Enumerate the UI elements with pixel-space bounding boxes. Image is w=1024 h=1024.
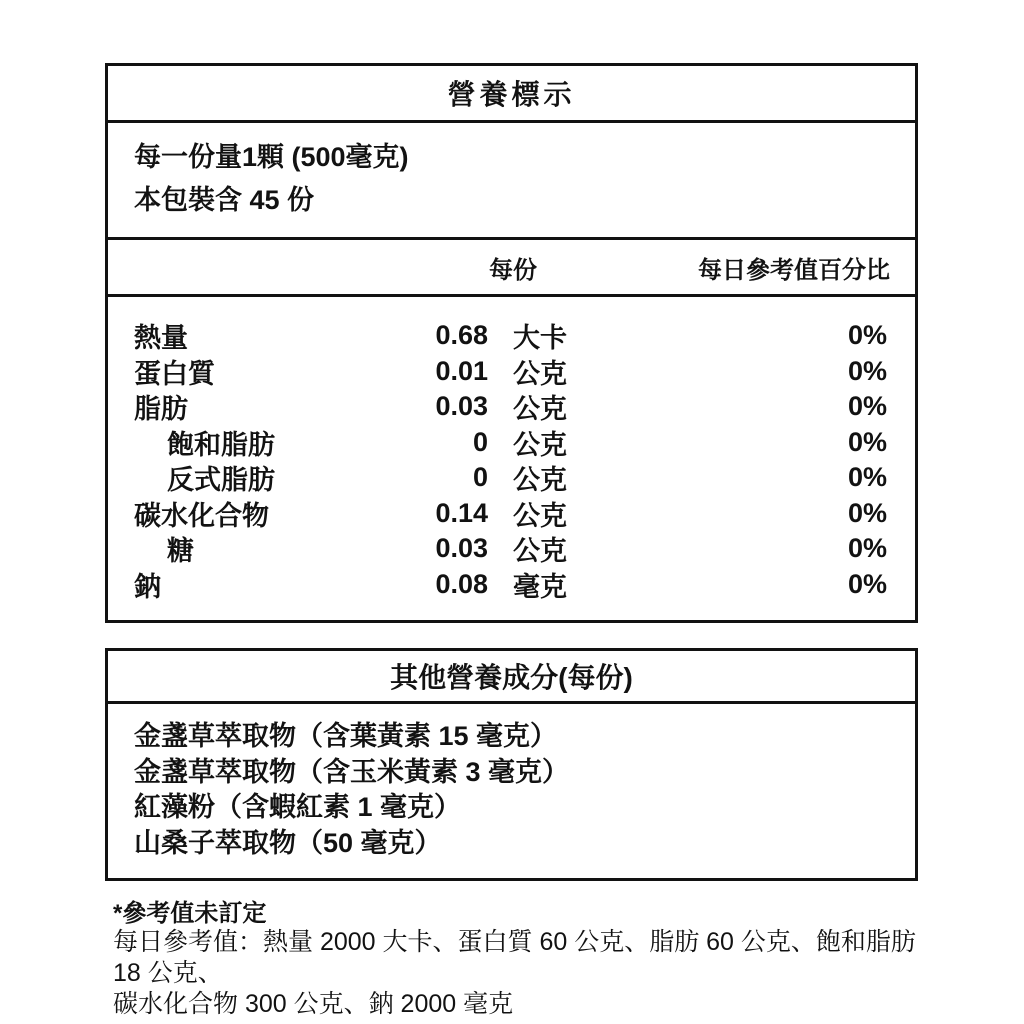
nutrient-rows — [108, 297, 915, 620]
nutrient-value: 0 — [472, 462, 488, 492]
nutrient-unit: 公克 — [513, 536, 567, 566]
nutrient-name: 飽和脂肪 — [167, 429, 275, 460]
other-nutrients-list — [108, 704, 915, 878]
nutrient-dv: 0% — [847, 497, 887, 528]
nutrient-name: 碳水化合物 — [134, 500, 269, 531]
nutrient-name: 熱量 — [134, 323, 188, 353]
other-nutrients-title: 其他營養成分(每份) — [390, 662, 633, 693]
nutrient-unit: 公克 — [513, 465, 567, 495]
nutrient-value: 0.08 — [435, 568, 488, 599]
nutrient-value: 0.01 — [435, 355, 488, 386]
nutrient-dv: 0% — [847, 462, 887, 492]
nutrition-facts-title: 營養標示 — [447, 79, 576, 110]
other-nutrients-box — [105, 648, 918, 881]
nutrient-unit: 公克 — [513, 358, 567, 389]
table-row-sodium — [134, 565, 887, 601]
nutrient-unit: 公克 — [513, 394, 567, 424]
nutrient-name: 蛋白質 — [134, 358, 215, 389]
nutrient-dv: 0% — [847, 533, 887, 563]
list-item: 金盞草萃取物（含玉米黃素 3 毫克） — [134, 756, 570, 787]
nutrient-unit: 毫克 — [513, 571, 567, 602]
daily-reference-line: 每日參考值：熱量 2000 大卡、蛋白質 60 公克、脂肪 60 公克、飽和脂肪 18 公克、 — [113, 928, 916, 987]
per-serving-column-header: 每份 — [489, 256, 537, 284]
nutrient-dv: 0% — [847, 568, 887, 599]
list-item: 山桑子萃取物（50 毫克） — [134, 827, 442, 858]
servings-per-container-line: 本包裝含 45 份 — [134, 185, 315, 215]
nutrient-unit: 公克 — [513, 500, 567, 531]
nutrient-name: 脂肪 — [134, 394, 188, 424]
daily-reference-line: 碳水化合物 300 公克、鈉 2000 毫克 — [113, 990, 514, 1018]
daily-value-column-header: 每日參考值百分比 — [698, 256, 890, 284]
nutrient-value: 0 — [472, 426, 488, 457]
table-row-sugar — [134, 529, 887, 565]
nutrient-name: 反式脂肪 — [167, 465, 275, 495]
nutrition-facts-box — [105, 63, 918, 623]
daily-reference-values — [113, 927, 923, 1020]
nutrient-dv: 0% — [847, 320, 887, 350]
nutrient-name: 糖 — [167, 536, 194, 566]
table-row-calories — [134, 316, 887, 352]
nutrient-dv: 0% — [847, 426, 887, 457]
serving-size-line: 每一份量1顆 (500毫克) — [134, 142, 409, 172]
nutrient-value: 0.14 — [435, 497, 488, 528]
table-row-saturated-fat — [134, 423, 887, 459]
table-row-trans-fat — [134, 458, 887, 494]
table-row-protein — [134, 352, 887, 388]
nutrient-value: 0.68 — [435, 320, 488, 350]
nutrient-value: 0.03 — [435, 533, 488, 563]
reference-footnote: *參考值未訂定 — [113, 900, 267, 927]
table-row-fat — [134, 387, 887, 423]
list-item: 金盞草萃取物（含葉黃素 15 毫克） — [134, 721, 558, 751]
nutrient-unit: 公克 — [513, 429, 567, 460]
column-header-row — [108, 240, 915, 294]
nutrient-unit: 大卡 — [513, 323, 567, 353]
serving-info — [108, 123, 915, 237]
nutrient-value: 0.03 — [435, 391, 488, 421]
nutrient-dv: 0% — [847, 355, 887, 386]
nutrient-name: 鈉 — [134, 571, 161, 602]
table-row-carbohydrate — [134, 494, 887, 530]
list-item: 紅藻粉（含蝦紅素 1 毫克） — [134, 792, 462, 822]
nutrient-dv: 0% — [847, 391, 887, 421]
